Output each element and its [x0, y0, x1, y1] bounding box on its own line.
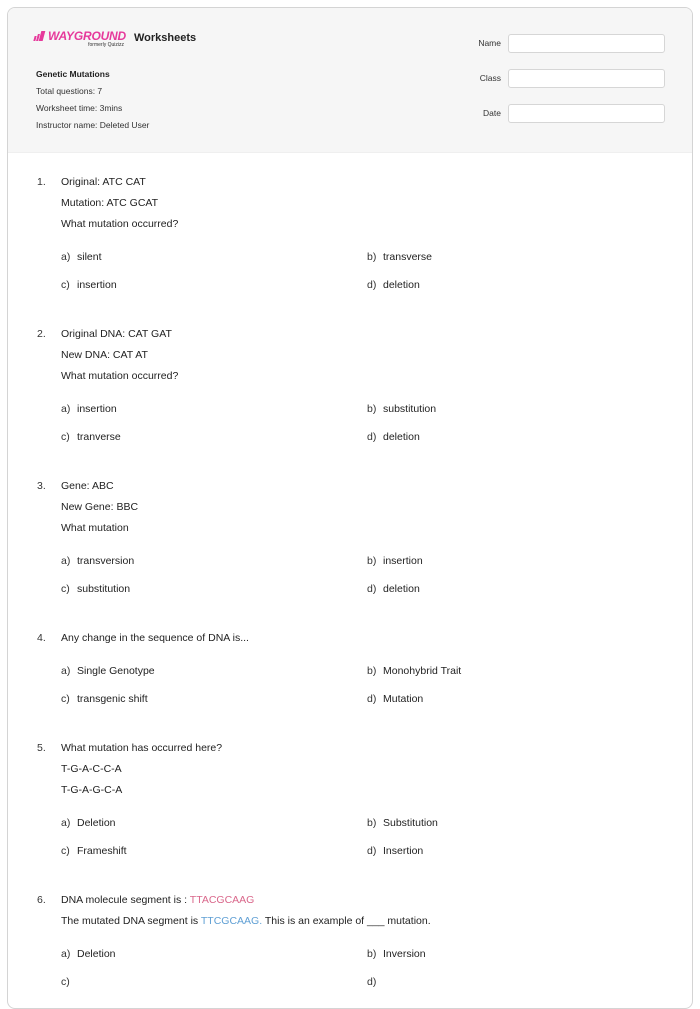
- option-text: transversion: [77, 555, 135, 567]
- date-field-row: [478, 103, 665, 123]
- question-line: Original DNA: CAT GAT: [61, 328, 172, 340]
- option-c: [61, 427, 367, 448]
- question-text: [61, 890, 692, 932]
- option-letter: b): [367, 665, 377, 677]
- instructor-name: Instructor name: Deleted User: [36, 120, 150, 130]
- option-letter: a): [61, 817, 71, 829]
- option-a: [61, 944, 367, 965]
- option-letter: c): [61, 976, 70, 988]
- brand: [34, 30, 196, 48]
- name-label: Name: [478, 38, 501, 48]
- option-text: Frameshift: [77, 845, 127, 857]
- question-text-segment: DNA molecule segment is :: [61, 894, 190, 906]
- option-text: substitution: [77, 583, 131, 595]
- question-line: Mutation: ATC GCAT: [61, 197, 159, 209]
- question-line: [61, 911, 692, 932]
- question-text-segment: This is an example of ___ mutation.: [262, 915, 431, 927]
- question-line: What mutation occurred?: [61, 218, 179, 230]
- option-text: tranverse: [77, 431, 121, 443]
- mutated-dna-sequence: TTCGCAAG.: [200, 915, 263, 927]
- option-a: [61, 399, 367, 420]
- wayground-logo: [34, 30, 126, 48]
- question-text-segment: The mutated DNA segment is: [61, 915, 201, 927]
- option-b: [367, 813, 647, 834]
- name-field-row: [478, 33, 665, 53]
- option-text: Single Genotype: [77, 665, 155, 677]
- question-line: What mutation has occurred here?: [61, 742, 223, 754]
- logo-brand-text: WAYGROUND: [48, 29, 126, 43]
- option-b: [367, 944, 647, 965]
- total-questions: Total questions: 7: [36, 86, 103, 96]
- question-line: Gene: ABC: [61, 480, 114, 492]
- option-letter: d): [367, 976, 377, 988]
- question-number: 5.: [37, 742, 46, 754]
- option-letter: c): [61, 845, 70, 857]
- option-letter: a): [61, 555, 71, 567]
- question-4: [8, 628, 692, 710]
- question-1: [8, 172, 692, 296]
- logo-mark-icon: [34, 31, 45, 41]
- option-letter: c): [61, 693, 70, 705]
- option-b: [367, 247, 647, 268]
- question-line: [61, 890, 692, 911]
- product-title: Worksheets: [133, 32, 197, 44]
- question-line: Original: ATC CAT: [61, 176, 146, 188]
- question-number: 6.: [37, 894, 46, 906]
- option-b: [367, 661, 647, 682]
- option-letter: b): [367, 817, 377, 829]
- worksheet-page: [7, 7, 693, 1009]
- option-a: [61, 661, 367, 682]
- option-text: deletion: [383, 279, 420, 291]
- option-d: [367, 275, 647, 296]
- question-line: T-G-A-C-C-A: [61, 763, 122, 775]
- answer-options: [61, 944, 692, 993]
- answer-options: [61, 813, 692, 862]
- option-letter: a): [61, 948, 71, 960]
- question-number: 4.: [37, 632, 46, 644]
- option-letter: a): [61, 251, 71, 263]
- option-b: [367, 399, 647, 420]
- option-letter: c): [61, 583, 70, 595]
- option-letter: d): [367, 583, 377, 595]
- question-text: [61, 476, 692, 539]
- question-text: [61, 628, 692, 649]
- option-text: substitution: [383, 403, 437, 415]
- option-letter: b): [367, 948, 377, 960]
- option-text: Substitution: [383, 817, 438, 829]
- option-d: [367, 579, 647, 600]
- name-input[interactable]: [508, 34, 665, 53]
- class-input[interactable]: [508, 69, 665, 88]
- option-a: [61, 247, 367, 268]
- worksheet-time: Worksheet time: 3mins: [36, 103, 123, 113]
- answer-options: [61, 399, 692, 448]
- question-line: What mutation occurred?: [61, 370, 179, 382]
- option-d: [367, 689, 647, 710]
- option-text: Insertion: [383, 845, 424, 857]
- question-3: [8, 476, 692, 600]
- option-text: Inversion: [383, 948, 426, 960]
- date-input[interactable]: [508, 104, 665, 123]
- question-text: [61, 172, 692, 235]
- option-letter: b): [367, 403, 377, 415]
- question-number: 3.: [37, 480, 46, 492]
- question-text: [61, 738, 692, 801]
- question-line: Any change in the sequence of DNA is...: [61, 632, 249, 644]
- answer-options: [61, 661, 692, 710]
- option-a: [61, 813, 367, 834]
- option-letter: d): [367, 845, 377, 857]
- question-number: 2.: [37, 328, 46, 340]
- question-line: New Gene: BBC: [61, 501, 139, 513]
- option-text: insertion: [77, 279, 117, 291]
- question-text: [61, 324, 692, 387]
- option-a: [61, 551, 367, 572]
- worksheet-header: [8, 8, 692, 153]
- class-label: Class: [479, 73, 501, 83]
- option-letter: a): [61, 665, 71, 677]
- option-text: deletion: [383, 431, 420, 443]
- date-label: Date: [483, 108, 501, 118]
- option-text: Deletion: [77, 817, 116, 829]
- option-text: silent: [77, 251, 102, 263]
- option-text: Mutation: [383, 693, 424, 705]
- question-5: [8, 738, 692, 862]
- question-number: 1.: [37, 176, 46, 188]
- worksheet-title: Genetic Mutations: [36, 69, 110, 79]
- option-letter: b): [367, 555, 377, 567]
- student-fields: [478, 33, 665, 138]
- answer-options: [61, 551, 692, 600]
- logo-subtitle: formerly Quizizz: [88, 42, 124, 48]
- option-letter: b): [367, 251, 377, 263]
- class-field-row: [478, 68, 665, 88]
- option-text: Deletion: [77, 948, 116, 960]
- option-d: [367, 841, 647, 862]
- answer-options: [61, 247, 692, 296]
- worksheet-meta: [36, 66, 149, 134]
- option-letter: d): [367, 431, 377, 443]
- option-text: transgenic shift: [77, 693, 148, 705]
- question-line: What mutation: [61, 522, 129, 534]
- option-letter: a): [61, 403, 71, 415]
- option-c: [61, 275, 367, 296]
- option-c: [61, 579, 367, 600]
- question-line: T-G-A-G-C-A: [61, 784, 123, 796]
- option-text: insertion: [383, 555, 423, 567]
- option-letter: d): [367, 693, 377, 705]
- option-d: [367, 427, 647, 448]
- question-line: New DNA: CAT AT: [61, 349, 148, 361]
- option-letter: c): [61, 279, 70, 291]
- option-letter: d): [367, 279, 377, 291]
- question-6: [8, 890, 692, 993]
- option-c: [61, 689, 367, 710]
- original-dna-sequence: TTACGCAAG: [189, 894, 255, 906]
- option-c: [61, 841, 367, 862]
- option-text: insertion: [77, 403, 117, 415]
- option-text: Monohybrid Trait: [383, 665, 462, 677]
- option-b: [367, 551, 647, 572]
- question-2: [8, 324, 692, 448]
- option-text: transverse: [383, 251, 433, 263]
- question-list: [8, 153, 692, 993]
- option-letter: c): [61, 431, 70, 443]
- option-text: deletion: [383, 583, 420, 595]
